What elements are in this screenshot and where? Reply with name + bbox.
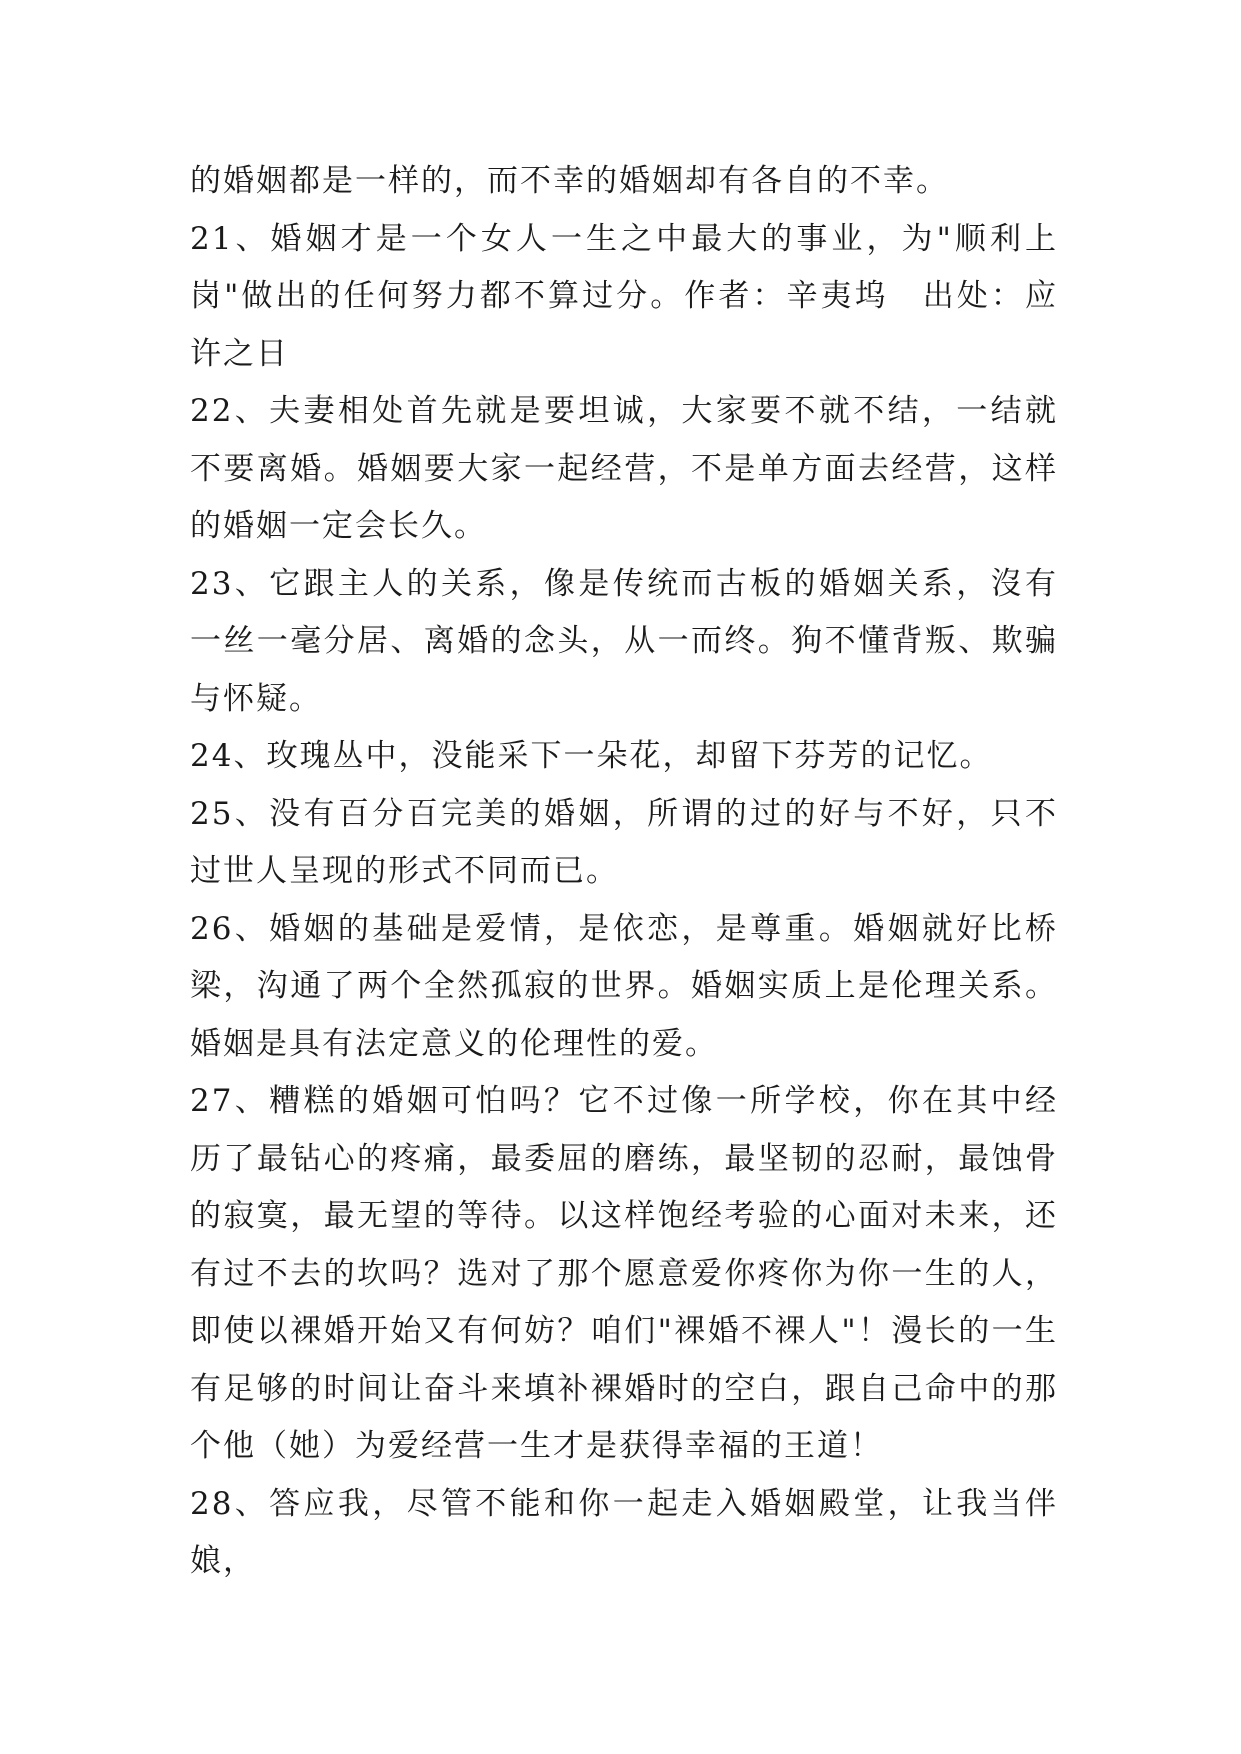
paragraph-25: 25、没有百分百完美的婚姻，所谓的过的好与不好，只不过世人呈现的形式不同而已。 xyxy=(190,795,1058,889)
paragraph-21: 21、婚姻才是一个女人一生之中最大的事业，为"顺利上岗"做出的任何努力都不算过分。作者：辛夷坞 出处：应许之日 xyxy=(190,220,1058,372)
paragraph-23: 23、它跟主人的关系，像是传统而古板的婚姻关系，沒有一丝一毫分居、离婚的念头，从一而终。狗不懂背叛、欺骗与怀疑。 xyxy=(190,565,1058,717)
paragraph-continuation: 的婚姻都是一样的，而不幸的婚姻却有各自的不幸。 xyxy=(190,163,949,199)
paragraph-26: 26、婚姻的基础是爱情，是依恋，是尊重。婚姻就好比桥梁，沟通了两个全然孤寂的世界。婚姻实质上是伦理关系。婚姻是具有法定意义的伦理性的爱。 xyxy=(190,910,1058,1062)
paragraph-27: 27、糟糕的婚姻可怕吗？它不过像一所学校，你在其中经历了最钻心的疼痛，最委屈的磨练，最坚韧的忍耐，最蚀骨的寂寞，最无望的等待。以这样饱经考验的心面对未来，还有过不去的坎吗？选对了那个愿意爱你疼你为你一生的人，即使以裸婚开始又有何妨？咱们"裸婚不裸人"！漫长的一生有足够的时间让奋斗来填补裸婚时的空白，跟自己命中的那个他（她）为爱经营一生才是获得幸福的王道！ xyxy=(190,1083,1058,1464)
paragraph-22: 22、夫妻相处首先就是要坦诚，大家要不就不结，一结就不要离婚。婚姻要大家一起经营，不是单方面去经营，这样的婚姻一定会长久。 xyxy=(190,393,1058,544)
paragraph-28: 28、答应我，尽管不能和你一起走入婚姻殿堂，让我当伴娘， xyxy=(190,1485,1058,1579)
document-body xyxy=(190,153,1058,1591)
paragraph-24: 24、玫瑰丛中，没能采下一朵花，却留下芬芳的记忆。 xyxy=(190,738,993,774)
